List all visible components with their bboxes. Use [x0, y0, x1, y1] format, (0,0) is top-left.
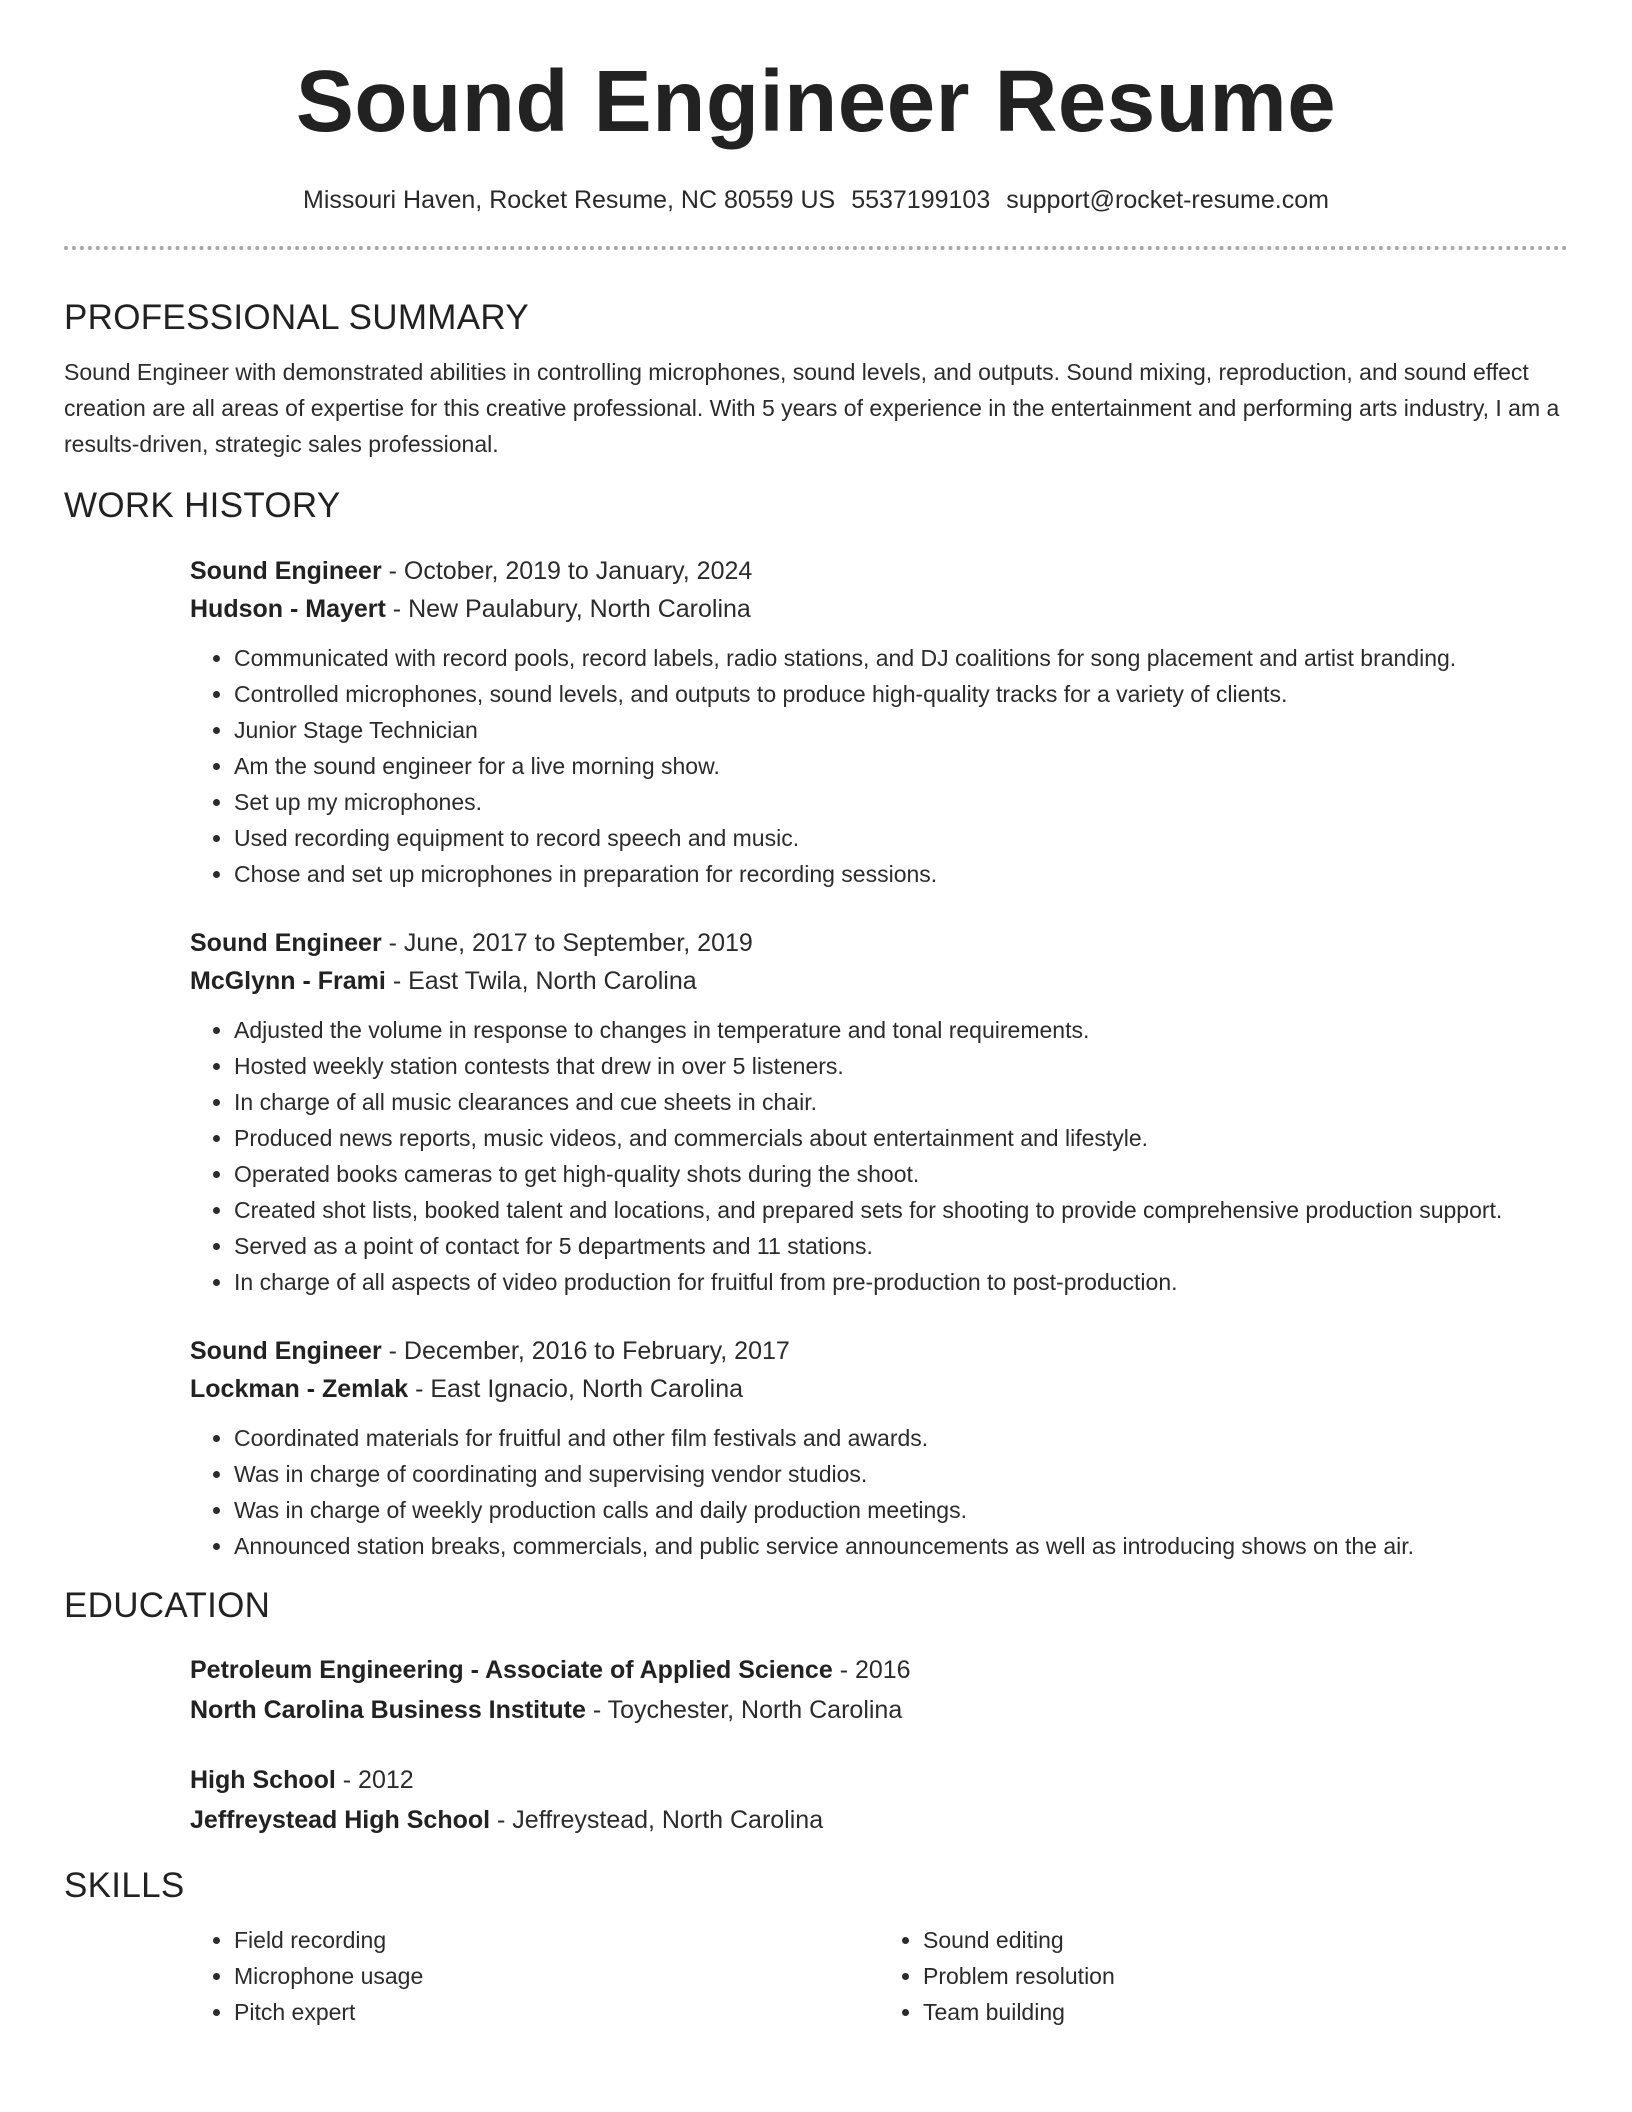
job-company-line	[190, 1370, 1568, 1408]
school-name: North Carolina Business Institute	[190, 1696, 586, 1724]
job-company: Lockman - Zemlak	[190, 1375, 409, 1403]
header-divider	[64, 246, 1568, 250]
degree-line	[190, 1760, 1568, 1800]
job-dates: - June, 2017 to September, 2019	[381, 929, 753, 957]
list-item: • In charge of all music clearances and cue sheets in chair.	[234, 1084, 1568, 1120]
list-item: • Created shot lists, booked talent and locations, and prepared sets for shooting to provide comprehensive production support.	[234, 1192, 1568, 1228]
list-item: • Served as a point of contact for 5 departments and 11 stations.	[234, 1228, 1568, 1264]
list-item: • Announced station breaks, commercials, and public service announcements as well as introducing shows on the air.	[234, 1528, 1568, 1564]
job-role-line	[190, 1332, 1568, 1370]
list-item: • Produced news reports, music videos, and commercials about entertainment and lifestyle.	[234, 1120, 1568, 1156]
contact-line	[64, 184, 1568, 216]
job-location: - East Twila, North Carolina	[385, 967, 697, 995]
list-item: • Set up my microphones.	[234, 784, 1568, 820]
job-entry	[190, 1332, 1568, 1564]
job-company-line	[190, 590, 1568, 628]
section-title-work: WORK HISTORY	[64, 486, 341, 525]
list-item: • Hosted weekly station contests that drew in over 5 listeners.	[234, 1048, 1568, 1084]
list-item: • Operated books cameras to get high-quality shots during the shoot.	[234, 1156, 1568, 1192]
job-duties	[190, 1420, 1568, 1564]
job-dates: - December, 2016 to February, 2017	[381, 1337, 790, 1365]
job-role: Sound Engineer	[190, 557, 382, 585]
skills-list-right	[879, 1922, 1568, 2030]
skills-list-left	[190, 1922, 879, 2030]
list-item: • Used recording equipment to record speech and music.	[234, 820, 1568, 856]
degree-name: High School	[190, 1766, 336, 1794]
job-duties	[190, 1012, 1568, 1300]
degree-year: - 2012	[335, 1766, 414, 1794]
skill-item: • Team building	[923, 1994, 1568, 2030]
degree-name: Petroleum Engineering - Associate of Applied Science	[190, 1656, 833, 1684]
section-title-skills: SKILLS	[64, 1866, 185, 1905]
job-company: McGlynn - Frami	[190, 967, 386, 995]
job-location: - East Ignacio, North Carolina	[408, 1375, 744, 1403]
list-item: • Communicated with record pools, record labels, radio stations, and DJ coalitions for song placement and artist branding.	[234, 640, 1568, 676]
list-item: • In charge of all aspects of video production for fruitful from pre-production to post-production.	[234, 1264, 1568, 1300]
contact-phone: 5537199103	[851, 186, 991, 214]
skill-item: • Sound editing	[923, 1922, 1568, 1958]
skill-item: • Field recording	[234, 1922, 879, 1958]
list-item: • Was in charge of coordinating and supervising vendor studios.	[234, 1456, 1568, 1492]
school-line	[190, 1690, 1568, 1730]
job-role-line	[190, 924, 1568, 962]
list-item: • Chose and set up microphones in preparation for recording sessions.	[234, 856, 1568, 892]
school-name: Jeffreystead High School	[190, 1806, 491, 1834]
job-entry	[190, 924, 1568, 1300]
education-entry	[190, 1650, 1568, 1730]
list-item: • Controlled microphones, sound levels, and outputs to produce high-quality tracks for a variety of clients.	[234, 676, 1568, 712]
section-title-education: EDUCATION	[64, 1586, 271, 1625]
job-role-line	[190, 552, 1568, 590]
degree-year: - 2016	[832, 1656, 911, 1684]
job-role: Sound Engineer	[190, 929, 382, 957]
contact-email: support@rocket-resume.com	[1006, 186, 1329, 214]
job-duties	[190, 640, 1568, 892]
skills-grid	[190, 1922, 1568, 2030]
school-line	[190, 1800, 1568, 1840]
list-item: • Junior Stage Technician	[234, 712, 1568, 748]
school-location: - Jeffreystead, North Carolina	[490, 1806, 824, 1834]
job-location: - New Paulabury, North Carolina	[385, 595, 751, 623]
section-title-summary: PROFESSIONAL SUMMARY	[64, 298, 529, 337]
skill-item: • Problem resolution	[923, 1958, 1568, 1994]
skill-item: • Pitch expert	[234, 1994, 879, 2030]
education-entry	[190, 1760, 1568, 1840]
job-dates: - October, 2019 to January, 2024	[381, 557, 753, 585]
job-role: Sound Engineer	[190, 1337, 382, 1365]
job-entry	[190, 552, 1568, 892]
job-company-line	[190, 962, 1568, 1000]
degree-line	[190, 1650, 1568, 1690]
skill-item: • Microphone usage	[234, 1958, 879, 1994]
list-item: • Was in charge of weekly production calls and daily production meetings.	[234, 1492, 1568, 1528]
job-company: Hudson - Mayert	[190, 595, 386, 623]
list-item: • Am the sound engineer for a live morning show.	[234, 748, 1568, 784]
resume-title: Sound Engineer Resume	[295, 53, 1337, 150]
school-location: - Toychester, North Carolina	[585, 1696, 903, 1724]
list-item: • Adjusted the volume in response to changes in temperature and tonal requirements.	[234, 1012, 1568, 1048]
list-item: • Coordinated materials for fruitful and other film festivals and awards.	[234, 1420, 1568, 1456]
contact-address: Missouri Haven, Rocket Resume, NC 80559 US	[303, 186, 836, 214]
summary-text: Sound Engineer with demonstrated abilities in controlling microphones, sound levels, and outputs. Sound mixing, reproduction, and sound effect creation are all areas of expertise for this creative professional. With 5 years of experience in the entertainment and performing arts industry, I am a results-driven, strategic sales professional.	[64, 359, 1560, 457]
